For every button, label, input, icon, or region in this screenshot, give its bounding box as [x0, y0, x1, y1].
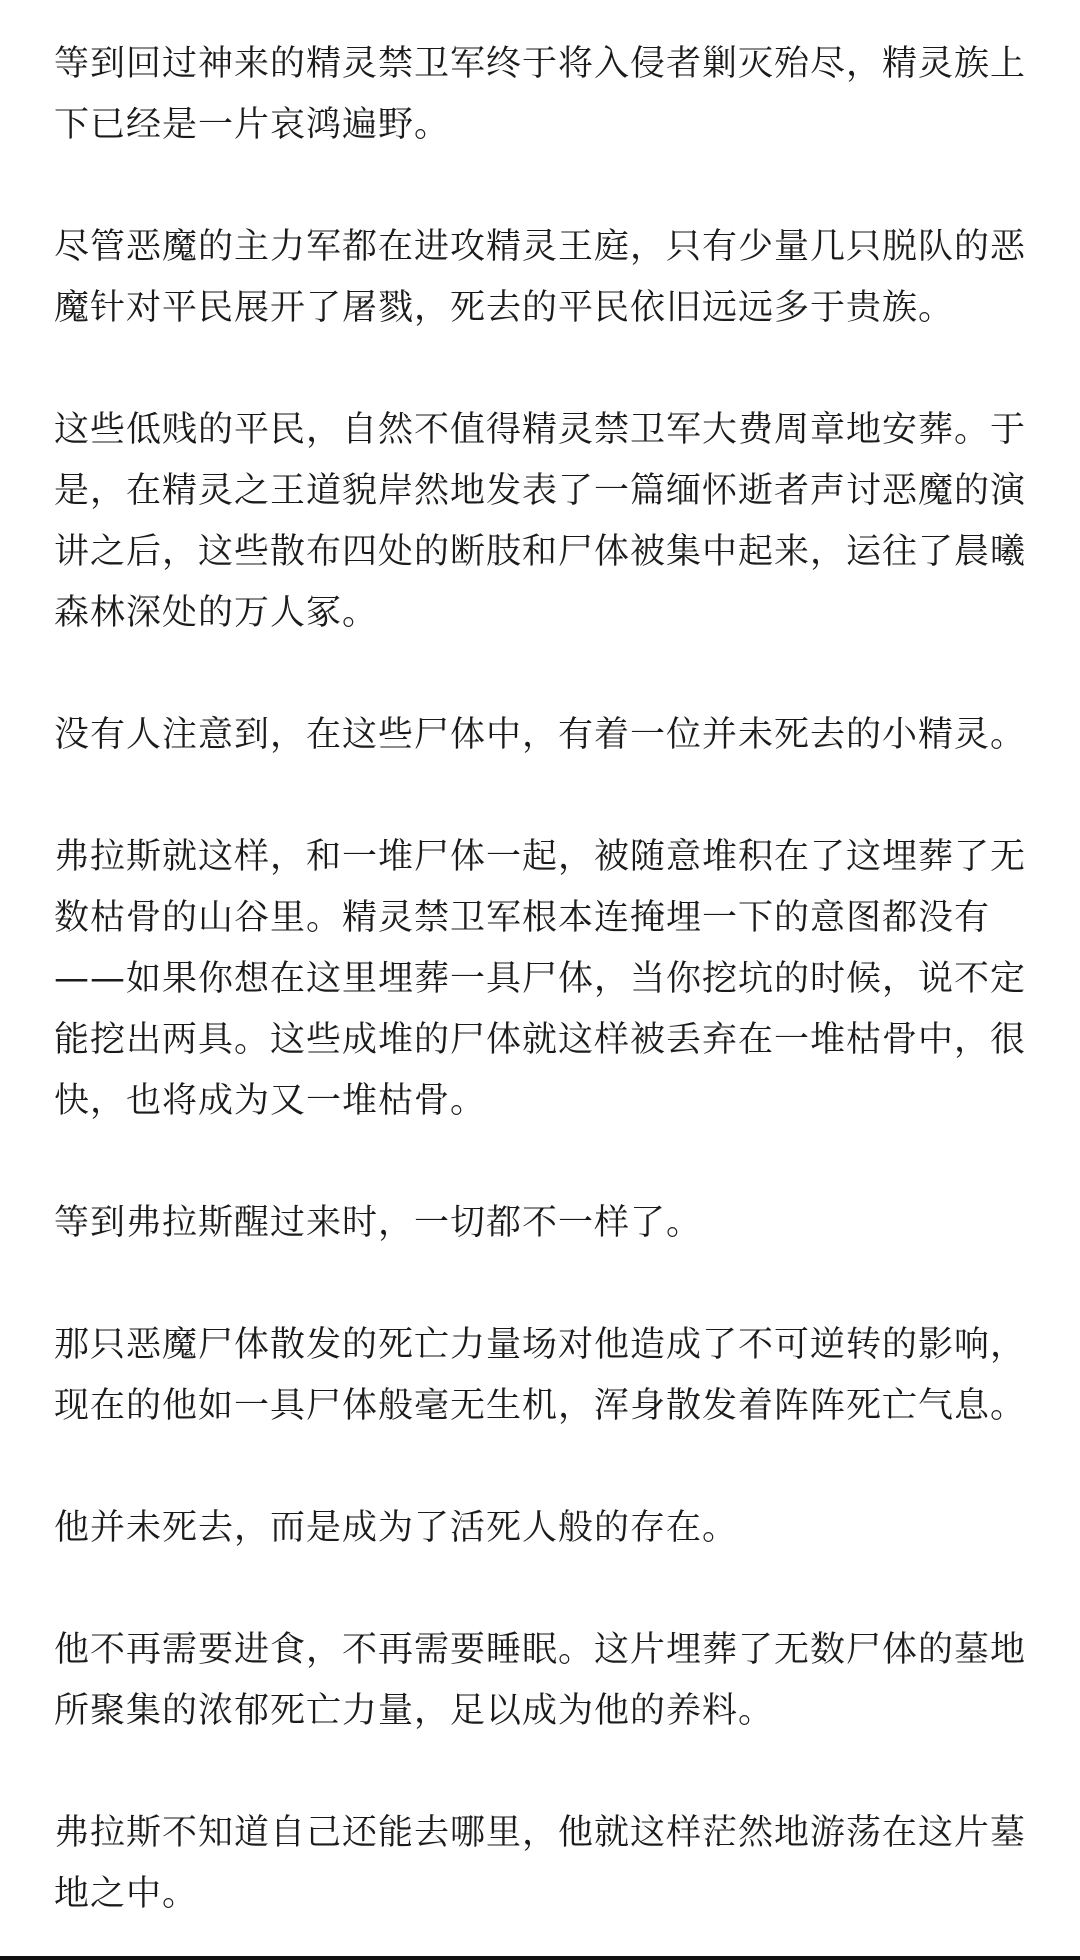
bottom-divider	[0, 1956, 1080, 1960]
paragraph: 弗拉斯就这样，和一堆尸体一起，被随意堆积在了这埋葬了无数枯骨的山谷里。精灵禁卫军根本连掩埋一下的意图都没有——如果你想在这里埋葬一具尸体，当你挖坑的时候，说不定能挖出两具。这些成堆的尸体就这样被丢弃在一堆枯骨中，很快，也将成为又一堆枯骨。	[54, 837, 1027, 1121]
paragraph: 等到回过神来的精灵禁卫军终于将入侵者剿灭殆尽，精灵族上下已经是一片哀鸿遍野。	[54, 44, 1027, 145]
paragraph: 他不再需要进食，不再需要睡眠。这片埋葬了无数尸体的墓地所聚集的浓郁死亡力量，足以成为他的养料。	[54, 1630, 1027, 1731]
paragraph: 没有人注意到，在这些尸体中，有着一位并未死去的小精灵。	[54, 715, 1027, 755]
paragraph: 那只恶魔尸体散发的死亡力量场对他造成了不可逆转的影响，现在的他如一具尸体般毫无生机，浑身散发着阵阵死亡气息。	[54, 1325, 1027, 1426]
paragraph: 尽管恶魔的主力军都在进攻精灵王庭，只有少量几只脱队的恶魔针对平民展开了屠戮，死去的平民依旧远远多于贵族。	[54, 227, 1027, 328]
paragraph: 这些低贱的平民，自然不值得精灵禁卫军大费周章地安葬。于是，在精灵之王道貌岸然地发表了一篇缅怀逝者声讨恶魔的演讲之后，这些散布四处的断肢和尸体被集中起来，运往了晨曦森林深处的万人冢。	[54, 410, 1027, 633]
paragraph: 他并未死去，而是成为了活死人般的存在。	[54, 1508, 739, 1548]
article-body	[54, 34, 1054, 1925]
paragraph: 弗拉斯不知道自己还能去哪里，他就这样茫然地游荡在这片墓地之中。	[54, 1813, 1027, 1914]
paragraph: 等到弗拉斯醒过来时，一切都不一样了。	[54, 1203, 703, 1243]
